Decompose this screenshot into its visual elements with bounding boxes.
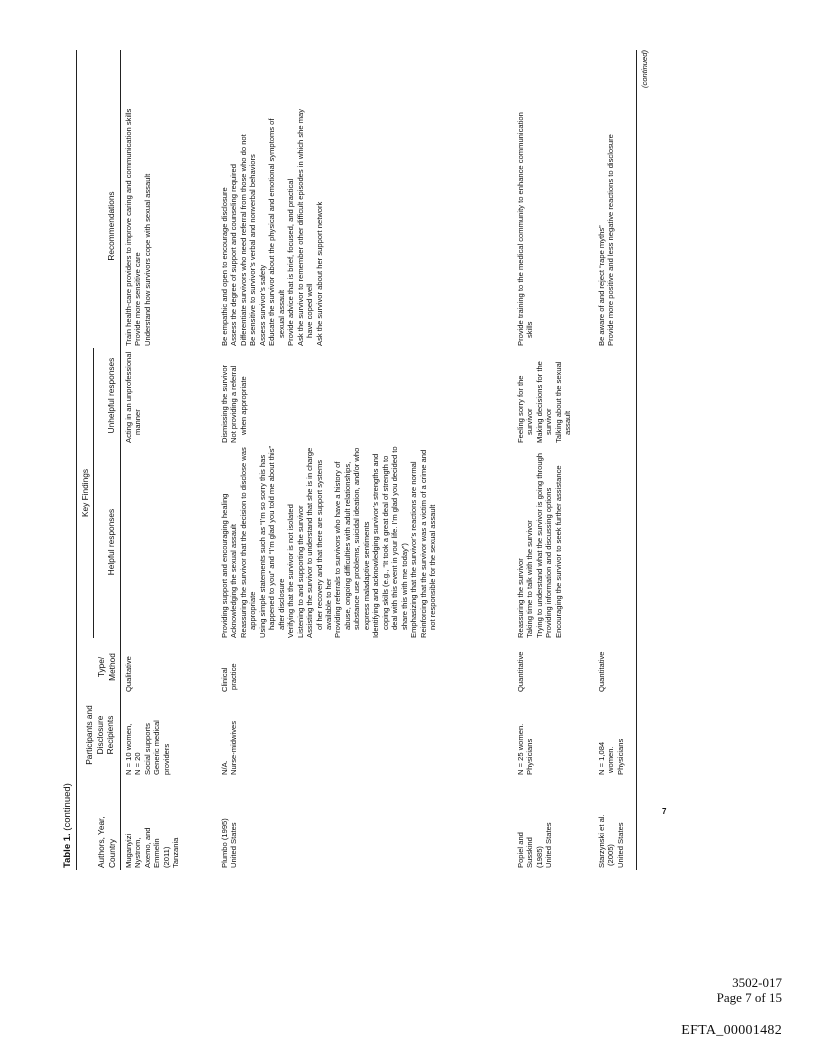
row3-unhelpful: Feeling sorry for the survivor Making decisions for the survivor Talking about the sexual assault — [516, 361, 573, 443]
header-method: Type/ Method — [96, 653, 117, 681]
row3-authors: Popiel and Susskind (1985) United States — [516, 822, 554, 868]
row2-participants: N/A. Nurse-midwives — [220, 720, 239, 775]
row4-method: Quantitative — [597, 651, 606, 692]
bates-number: EFTA_00001482 — [681, 1023, 782, 1038]
row2-recommendations: Be empathic and open to encourage disclosure Assess the degree of support and counseling required Differentiate survivors who need referral from those who do not Be sensitive to survivor’s verbal and nonverbal behaviors Assess survivor’s safety Educate the survivor about the physical and emotional symptoms of sexual assault Provide advice that is brief, focused, and practical Ask the survivor to remember other difficult episodes in which she may have coped well Ask the survivor about her support network — [220, 108, 324, 346]
row1-authors: Muganyizi Nystrom, Axemo, and Emmelin (2011) Tanzania — [124, 827, 181, 868]
row3-helpful: Reassuring the survivor Taking time to talk with the survivor Trying to understand what the survivor is going through Providing information and discussing options Encouraging the survivor to seek further assistance — [516, 452, 563, 638]
row1-recommendations: Train health-care providers to improve caring and communication skills Provide more sensitive care Understand how survivors cope with sexual assault — [124, 108, 152, 346]
row4-authors: Starzynski et al. (2005) United States — [597, 814, 625, 868]
row2-method: Clinical practice — [220, 663, 239, 692]
row2-unhelpful: Dismissing the survivor Not providing a referral when appropriate — [220, 364, 248, 443]
document-id: 3502-017 — [732, 975, 782, 990]
table-top-rule — [76, 50, 77, 870]
header-helpful: Helpful responses — [106, 508, 116, 576]
header-bottom-rule — [120, 50, 121, 870]
row4-recommendations: Be aware of and reject “rape myths” Provide more positive and less negative reactions to disclosure — [597, 134, 616, 346]
page-of-label: Page 7 of 15 — [716, 990, 782, 1005]
row3-recommendations: Provide training to the medical community to enhance communication skills — [516, 112, 535, 346]
header-unhelpful: Unhelpful responses — [106, 357, 116, 434]
row1-unhelpful: Acting in an unprofessional manner — [124, 351, 143, 443]
row3-method: Quantitative — [516, 651, 525, 692]
row3-participants: N = 25 women. Physicians — [516, 723, 535, 775]
continued-note: (continued) — [640, 50, 649, 88]
row1-method: Qualitative — [124, 656, 133, 692]
header-recommendations: Recommendations — [106, 191, 116, 261]
header-key-findings: Key Findings — [80, 469, 90, 517]
row2-helpful: Providing support and encouraging healing Acknowledging the sexual assault Reassuring the survivor that the decision to disclose was appropriate Using simple statements such as “I’m so sorry this has happened to you” and “I’m glad you told me about this” after disclosure Verifying that the survivor is not isolated Listening to and supporting the survivor Assisting the survivor to understand that she is in charge of her recovery and that there are support systems available to her Providing referrals to survivors who have a history of abuse, ongoing difficulties with adult relationships, substance use problems, suicidal ideation, and/or who express maladaptive sentiments Identifying and acknowledging survivor’s strengths and coping skills (e.g., “It took a great deal of strength to deal with this event in your life. I’m glad you decided to share this with me today”) Emphasizing that the survivor’s reactions are normal Reinforcing that the survivor was a victim of a crime and not responsible for the sexual assault — [220, 445, 437, 638]
row1-participants: N = 10 women, N = 20 Social supports Generic medical providers — [124, 720, 171, 775]
rotated-table-page — [62, 50, 662, 870]
row2-authors: Plumbo (1995) United States — [220, 818, 239, 868]
table-caption: Table 1. (continued) — [62, 783, 73, 868]
header-participants: Participants and Disclosure Recipients — [84, 705, 115, 765]
row4-participants: N = 1,084 women. Physicians — [597, 738, 625, 775]
table-bottom-rule — [636, 50, 637, 870]
key-findings-rule — [93, 348, 94, 638]
header-authors: Authors, Year, Country — [96, 816, 117, 868]
page-number: 7 — [662, 807, 667, 816]
